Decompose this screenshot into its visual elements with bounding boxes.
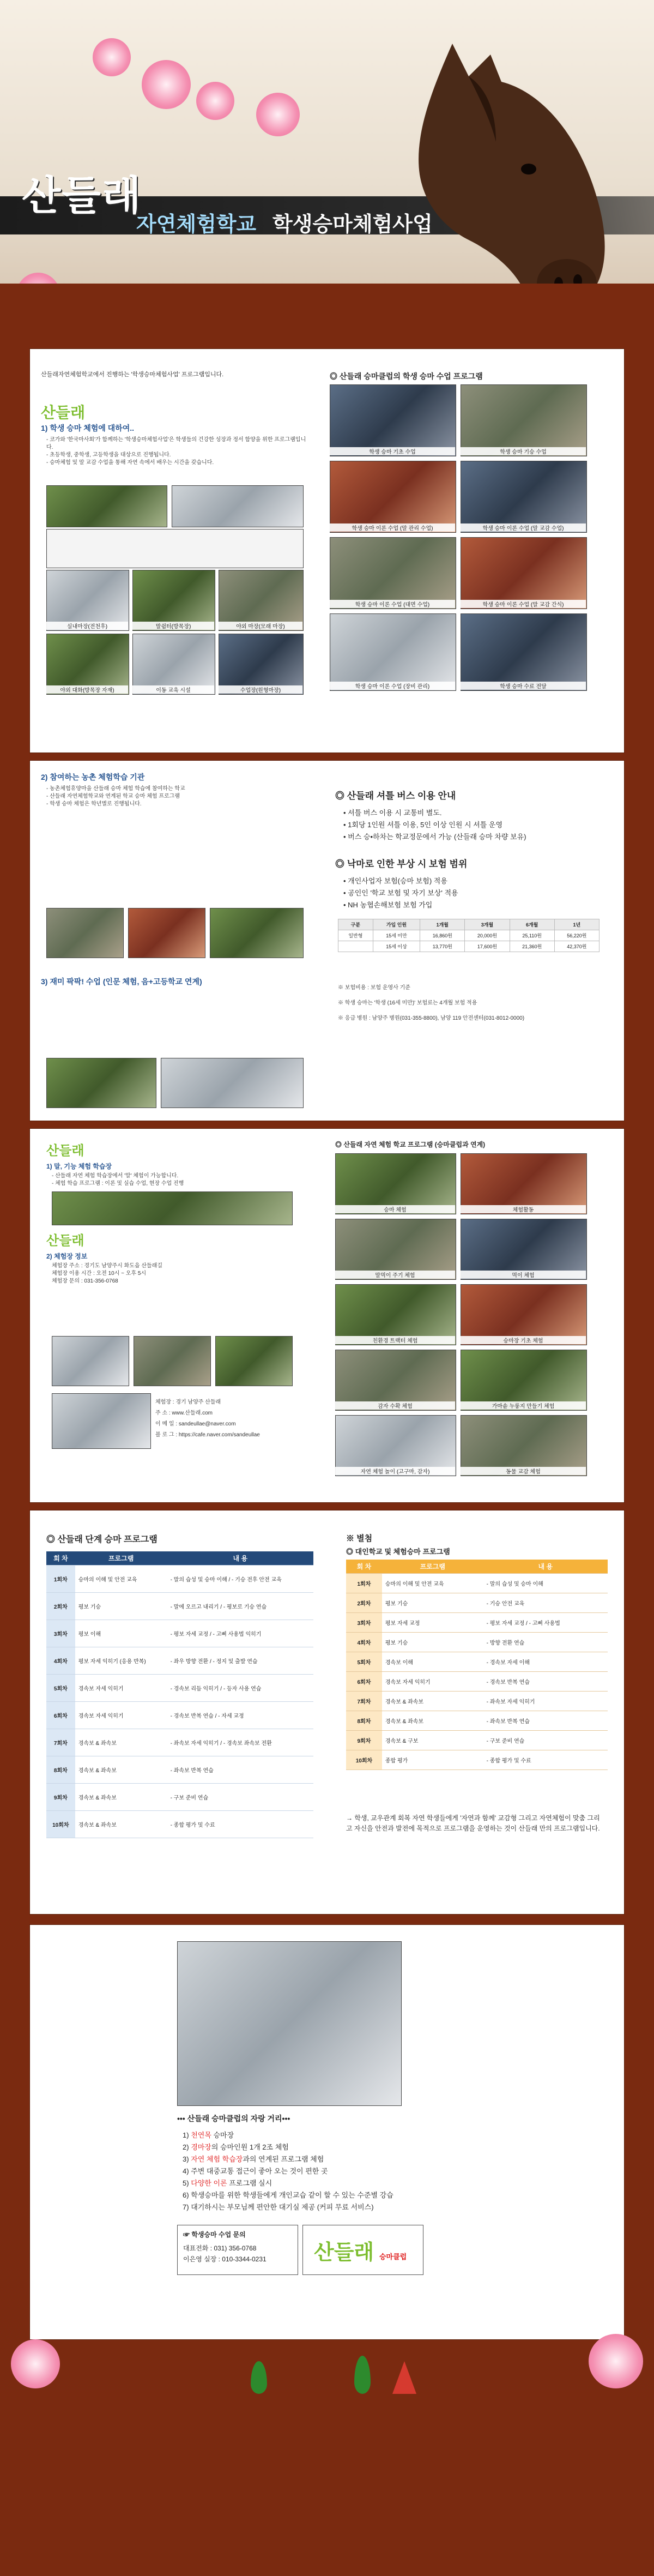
tree-icon xyxy=(392,2361,416,2394)
page-student-riding-intro xyxy=(30,349,624,753)
table-row: 3회차 평보 이해 - 평보 자세 교정 / - 고삐 사용법 익히기 xyxy=(46,1620,313,1647)
section-line: 체험장 문의 : 031-356-0768 xyxy=(52,1278,118,1284)
photo-caption: 수업장(원형마장) xyxy=(219,685,302,694)
info-line: 주 소 : www.산들래.com xyxy=(155,1410,213,1416)
section-title: 3) 재미 팍팍! 수업 (인문 체험, 음+고등학교 연계) xyxy=(41,977,202,986)
table-row: 9회차 경속보 & 구보 - 구보 준비 연습 xyxy=(346,1731,608,1750)
photo-caption: 학생 승마 이론 수업 (대면 수업) xyxy=(330,600,455,608)
insurance-table xyxy=(338,919,600,952)
horse-head-image xyxy=(403,33,621,305)
photo-caption: 동물 교감 체험 xyxy=(461,1467,586,1475)
pink-flower-decoration xyxy=(11,2339,60,2388)
lesson-photo xyxy=(330,613,456,691)
activity-photo xyxy=(128,908,205,958)
photo-caption: 승마 체험 xyxy=(335,1205,455,1213)
table-header: 내 용 xyxy=(483,1560,608,1574)
info-line: 체험장 : 경기 남양주 산들래 xyxy=(155,1399,221,1405)
section-line: - 농촌체험휴양마을 산들래 승마 체험 학습에 참여하는 학교 xyxy=(46,786,185,792)
shuttle-line: • 셔틀 버스 이용 시 교통비 별도. xyxy=(343,809,442,817)
shuttle-title: ◎ 산들래 셔틀 버스 이용 안내 xyxy=(335,791,456,801)
table-row: 10회차 종합 평가 - 종합 평가 및 수료 xyxy=(346,1750,608,1770)
table-row: 일반형 15세 미만 16,860원 20,000원 25,110원 56,220원 xyxy=(338,930,600,941)
list-item: 1) 천연목 승마장 xyxy=(183,2131,234,2139)
table-row: 8회차 경속보 & 좌속보 - 좌속보 반복 연습 xyxy=(346,1711,608,1731)
table-row: 1회차 승마의 이해 및 안전 교육 - 말의 습성 및 승마 이해 / - 기승 전후 안전 교육 xyxy=(46,1566,313,1593)
pink-flower-decoration xyxy=(142,60,191,109)
contact-title: ☞ 학생승마 수업 문의 xyxy=(183,2231,246,2238)
insurance-line: • 개인사업자 보험(승마 보험) 적용 xyxy=(343,877,447,885)
photo-caption: 학생 승마 기초 수업 xyxy=(330,447,455,455)
facility-photo xyxy=(172,485,304,527)
table-row: 2회차 평보 기승 - 기승 안전 교육 xyxy=(346,1593,608,1613)
lesson-photo xyxy=(330,537,456,609)
photo-caption: 학생 승마 수료 전달 xyxy=(461,682,586,690)
table-row: 9회차 경속보 & 좌속보 - 구보 준비 연습 xyxy=(46,1784,313,1811)
section-line: - 초등학생, 중학생, 고등학생을 대상으로 진행됩니다. xyxy=(46,452,171,458)
highlights-heading: ••• 산들래 승마클럽의 자랑 거리••• xyxy=(177,2114,290,2123)
appendix-subtitle: ◎ 대인학교 및 체험승마 프로그램 xyxy=(346,1548,450,1556)
shuttle-line: • 1회당 1인원 셔틀 이용, 5인 이상 인원 시 셔틀 운영 xyxy=(343,821,503,829)
table-header: 3개월 xyxy=(465,919,510,930)
sandeullae-logo: 산들래 xyxy=(41,404,86,422)
table-header: 내 용 xyxy=(167,1551,313,1566)
photo-caption: 감자 수확 체험 xyxy=(335,1401,455,1410)
section-line: - 승마체험 및 말 교감 수업을 통해 자연 속에서 배우는 시간을 갖습니다. xyxy=(46,460,214,466)
pink-flower-decoration xyxy=(196,82,234,120)
note-line: ※ 학생 승마는 '학생 (16세 미만)' 보험료는 4개월 보험 적용 xyxy=(338,1000,477,1006)
section-line: - 산들래 자연체험학교와 연계된 학교 승마 체험 프로그램 xyxy=(46,793,180,799)
hero-program-name: 학생승마체험사업 xyxy=(272,213,433,236)
schedule-table xyxy=(46,1551,313,1838)
location-map xyxy=(52,1393,151,1449)
logo-subtitle: 승마클럽 xyxy=(379,2253,407,2261)
leaf-icon xyxy=(251,2361,267,2394)
list-item: 4) 주변 대중교통 접근이 좋아 오는 것이 편한 곳 xyxy=(183,2167,328,2175)
hero-school-name: 자연체험학교 xyxy=(136,213,257,236)
table-header: 1년 xyxy=(554,919,599,930)
photo-caption: 먹이 체험 xyxy=(461,1271,586,1279)
table-row: 1회차 승마의 이해 및 안전 교육 - 말의 습성 및 승마 이해 xyxy=(346,1574,608,1593)
lesson-photo xyxy=(330,461,456,533)
note-line: ※ 보험비용 : 보험 운영사 기준 xyxy=(338,985,410,991)
lesson-photo xyxy=(330,384,456,456)
facility-description-box xyxy=(46,529,304,568)
hero-banner xyxy=(0,0,654,305)
photo-caption: 학생 승마 이론 수업 (장비 관리) xyxy=(330,682,455,690)
section-line: 체험장 주소 : 경기도 남양주시 화도읍 산들래길 xyxy=(52,1263,162,1269)
table-header: 가입 인원 xyxy=(373,919,420,930)
photo-caption: 이동 교육 시설 xyxy=(132,685,214,694)
table-row: 8회차 경속보 & 좌속보 - 좌속보 반복 연습 xyxy=(46,1756,313,1784)
page-experience-programs xyxy=(30,1129,624,1502)
table-header: 프로그램 xyxy=(75,1551,167,1566)
section-line: - 학생 승마 체험은 학년별로 진행됩니다. xyxy=(46,801,142,807)
highlights-list xyxy=(183,2129,488,2213)
map-photo xyxy=(52,1336,129,1386)
sandeullae-logo: 산들래 xyxy=(46,1232,84,1248)
lesson-photo xyxy=(461,384,587,456)
photo-caption: 말먹이 주기 체험 xyxy=(335,1271,455,1279)
list-item: 7) 대기하시는 부모님께 편안한 대기실 제공 (커피 무료 서비스) xyxy=(183,2203,374,2211)
pink-flower-decoration xyxy=(93,38,131,76)
photo-caption: 학생 승마 이론 수업 (말 교감 수업) xyxy=(461,523,586,532)
table-header: 1개월 xyxy=(420,919,465,930)
table-row: 6회차 경속보 자세 익히기 - 경속보 반복 연습 / - 자세 교정 xyxy=(46,1702,313,1729)
photo-caption: 학생 승마 기승 수업 xyxy=(461,447,586,455)
insurance-title: ◎ 낙마로 인한 부상 시 보험 범위 xyxy=(335,859,468,869)
table-row: 4회차 평보 자세 익히기 (응용 반복) - 좌우 방향 전환 / - 정지 및 출발 연습 xyxy=(46,1647,313,1675)
pink-flower-decoration xyxy=(256,93,300,136)
schedule-title: ◎ 산들래 단계 승마 프로그램 xyxy=(46,1535,158,1544)
table-header: 회 차 xyxy=(46,1551,75,1566)
hero-title: 산들래 xyxy=(22,172,142,219)
page-highlights-contact xyxy=(30,1925,624,2339)
students-group-photo xyxy=(177,1941,402,2106)
section-line: - 산들래 자연 체험 학습장에서 '말' 체험이 가능합니다. xyxy=(52,1173,179,1179)
sandeullae-logo: 산들래 xyxy=(314,2240,374,2264)
activity-photo xyxy=(46,908,124,958)
table-row: 15세 이상 13,770원 17,600원 21,360원 42,370원 xyxy=(338,941,600,952)
appendix-table xyxy=(346,1560,608,1770)
list-item: 2) 경마장의 승마인원 1개 2조 체험 xyxy=(183,2143,289,2151)
photo-caption: 승마장 기초 체험 xyxy=(461,1336,586,1344)
hero-bottom-band xyxy=(0,284,654,305)
table-row: 5회차 경속보 이해 - 경속보 자세 이해 xyxy=(346,1652,608,1672)
table-row: 10회차 경속보 & 좌속보 - 종합 평가 및 수료 xyxy=(46,1811,313,1838)
table-header: 6개월 xyxy=(510,919,554,930)
list-item: 5) 다양한 이론 프로그램 실시 xyxy=(183,2179,272,2187)
contact-phone: 대표전화 : 031) 356-0768 xyxy=(183,2244,257,2252)
map-photo xyxy=(134,1336,211,1386)
photo-caption: 야외 대화(방목장 자재) xyxy=(46,685,128,694)
photo-caption: 실내마장(전천후) xyxy=(46,622,128,630)
contact-box xyxy=(177,2225,298,2275)
right-section-title: ◎ 산들래 승마클럽의 학생 승마 수업 프로그램 xyxy=(330,372,483,381)
table-row: 7회차 경속보 & 좌속보 - 좌속보 자세 익히기 / - 경속보 좌속보 전환 xyxy=(46,1729,313,1756)
shuttle-line: • 버스 승•하차는 학교정문에서 가능 (산들래 승마 차량 보유) xyxy=(343,833,526,841)
insurance-line: • 공인인 '학교 보험 및 자기 보상' 적용 xyxy=(343,889,458,897)
right-section-title: ◎ 산들래 자연 체험 학교 프로그램 (승마클럽과 연계) xyxy=(335,1141,486,1148)
photo-caption: 가마솥 누룽지 만들기 체험 xyxy=(461,1401,586,1410)
activity-photo xyxy=(161,1058,304,1108)
table-row: 6회차 경속보 자세 익히기 - 경속보 반복 연습 xyxy=(346,1672,608,1692)
lesson-photo xyxy=(461,461,587,533)
photo-caption: 자연 체험 놀이 (고구마, 감자) xyxy=(335,1467,455,1475)
table-row: 5회차 경속보 자세 익히기 - 경속보 리듬 익히기 / - 등자 사용 연습 xyxy=(46,1675,313,1702)
section-title: 2) 체험장 정보 xyxy=(46,1253,88,1260)
page-partner-and-insurance xyxy=(30,761,624,1121)
page-program-schedule xyxy=(30,1510,624,1914)
insurance-line: • NH 농협손해보험 보험 가입 xyxy=(343,901,433,909)
section-line: - 체험 학습 프로그램 : 이론 및 실습 수업, 현장 수업 진행 xyxy=(52,1181,184,1187)
map-photo xyxy=(215,1336,293,1386)
contact-phone: 이은영 실장 : 010-3344-0231 xyxy=(183,2255,267,2263)
list-item: 3) 자연 체험 학습장과의 연계된 프로그램 체험 xyxy=(183,2155,324,2163)
lesson-photo xyxy=(461,537,587,609)
intro-text: 산들래자연체험학교에서 진행하는 '학생승마체험사업' 프로그램입니다. xyxy=(41,371,224,378)
program-photo xyxy=(52,1191,293,1225)
photo-caption: 학생 승마 이론 수업 (말 관리 수업) xyxy=(330,523,455,532)
note-line: ※ 응급 병원 : 남양주 병원(031-355-8800), 남양 119 안전센터(031-8012-0000) xyxy=(338,1015,525,1021)
lesson-photo xyxy=(461,613,587,691)
photo-caption: 말쉼터(방목장) xyxy=(132,622,214,630)
section-title: 1) 말, 기능 체험 학습장 xyxy=(46,1163,112,1170)
info-line: 블 로 그 : https://cafe.naver.com/sandeullae xyxy=(155,1432,260,1438)
activity-photo xyxy=(46,1058,156,1108)
table-row: 3회차 평보 자세 교정 - 평보 자세 교정 / - 고삐 사용법 xyxy=(346,1613,608,1633)
photo-caption: 학생 승마 이론 수업 (말 교감 간식) xyxy=(461,600,586,608)
photo-caption: 체험활동 xyxy=(461,1205,586,1213)
table-row: 2회차 평보 기승 - 말에 오르고 내리기 / - 평보로 기승 연습 xyxy=(46,1593,313,1620)
photo-caption: 야외 마장(모래 마장) xyxy=(219,622,302,630)
appendix-title: ※ 별첨 xyxy=(346,1534,373,1543)
section-title: 2) 참여하는 농촌 체험학습 기관 xyxy=(41,773,145,781)
appendix-note: → 학생, 교우관계 회복 자연 학생들에게 '자연과 함께' 교감형 그리고 자연체험이 맞춤 그리고 자신을 안전과 발전에 목적으로 프로그램을 운영하는 것이 산들래 만의 프로그램입니다. xyxy=(346,1814,600,1832)
sandeullae-logo: 산들래 xyxy=(46,1142,84,1158)
table-header: 회 차 xyxy=(346,1560,382,1574)
table-header: 프로그램 xyxy=(382,1560,483,1574)
section-line: - 코가와 '한국마사회'가 함께하는 '학생승마체험사업'은 학생들의 건강한 성장과 정서 함양을 위한 프로그램입니다. xyxy=(46,437,306,450)
logo-box xyxy=(302,2225,423,2275)
table-row: 4회차 평보 기승 - 방향 전환 연습 xyxy=(346,1633,608,1652)
section-line: 체험장 이용 시간 : 오전 10시 ~ 오후 5시 xyxy=(52,1271,147,1277)
leaf-icon xyxy=(354,2356,371,2394)
photo-caption: 친환경 트랙터 체험 xyxy=(335,1336,455,1344)
pink-flower-decoration xyxy=(589,2334,643,2388)
facility-photo xyxy=(46,485,167,527)
table-header: 구분 xyxy=(338,919,373,930)
list-item: 6) 학생승마를 위한 학생들에게 개인교습 같이 할 수 있는 수준별 강습 xyxy=(183,2191,393,2199)
info-line: 이 메 일 : sandeullae@naver.com xyxy=(155,1421,236,1427)
table-row: 7회차 경속보 & 좌속보 - 좌속보 자세 익히기 xyxy=(346,1692,608,1711)
activity-photo xyxy=(210,908,304,958)
section-title: 1) 학생 승마 체험에 대하여.. xyxy=(41,424,135,432)
